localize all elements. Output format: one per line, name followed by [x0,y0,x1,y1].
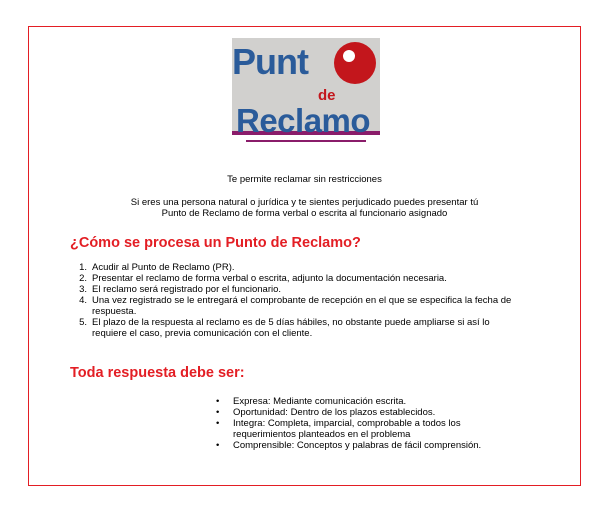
step-number: 2. [79,273,87,284]
logo-word-punt: Punt [232,41,308,82]
intro-text-line-1: Si eres una persona natural o jurídica y te sientes perjudicado puedes presentar tú [130,197,479,208]
process-step [71,295,551,317]
step-text: El plazo de la respuesta al reclamo es de 5 días hábiles, no obstante puede ampliarse si así lo requiere el caso, previa comunicación con el cliente. [92,317,490,339]
process-steps-list [71,262,551,339]
logo-word-de: de [318,87,336,104]
criterion-text: Comprensible: Conceptos y palabras de fácil comprensión. [233,440,482,451]
response-heading: Toda respuesta debe ser: [70,365,245,381]
response-criterion [212,418,542,440]
step-number: 4. [79,295,87,306]
step-text: Presentar el reclamo de forma verbal o escrita, adjunto la documentación necesaria. [92,273,447,284]
response-criterion [212,396,542,407]
intro-tagline: Te permite reclamar sin restricciones [227,174,382,185]
bullet-dot-icon: • [216,418,220,429]
response-criterion [212,407,542,418]
step-number: 3. [79,284,87,295]
step-text: Acudir al Punto de Reclamo (PR). [92,262,235,273]
criterion-text: Expresa: Mediante comunicación escrita. [233,396,407,407]
process-step [71,262,551,273]
response-criterion [212,440,542,451]
process-step [71,284,551,295]
response-criteria-list [212,396,542,451]
process-step [71,317,551,339]
process-step [71,273,551,284]
logo-underline-thin [246,140,366,142]
bullet-dot-icon: • [216,407,220,418]
step-text: Una vez registrado se le entregará el comprobante de recepción en el que se especifica la fecha de respuesta. [92,295,512,317]
intro-text-line-2: Punto de Reclamo de forma verbal o escrita al funcionario asignado [161,208,448,219]
step-text: El reclamo será registrado por el funcionario. [92,284,282,295]
logo-word-reclamo: Reclamo [236,102,371,139]
step-number: 5. [79,317,87,328]
logo-red-circle-icon [332,40,378,86]
bullet-dot-icon: • [216,396,220,407]
step-number: 1. [79,262,87,273]
criterion-text: Integra: Completa, imparcial, comprobable a todos los requerimientos planteados en el problema [233,418,461,440]
punto-de-reclamo-logo [232,38,380,144]
process-heading: ¿Cómo se procesa un Punto de Reclamo? [70,235,361,251]
bullet-dot-icon: • [216,440,220,451]
criterion-text: Oportunidad: Dentro de los plazos establecidos. [233,407,436,418]
